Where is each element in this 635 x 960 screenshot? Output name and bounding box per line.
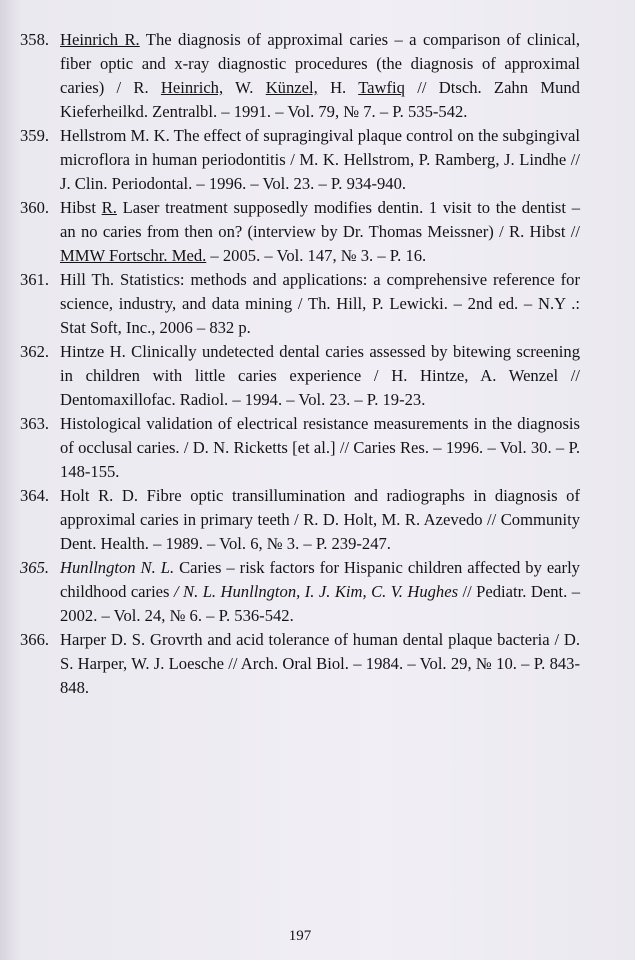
reference-number: 359.	[20, 126, 50, 145]
reference-text	[60, 628, 580, 700]
reference-text-segment: Tawfiq	[358, 78, 405, 97]
reference-text-segment: – 2005. – Vol. 147, № 3. – P. 16.	[206, 246, 427, 265]
reference-entry	[20, 556, 580, 628]
reference-text	[60, 196, 580, 268]
reference-text	[60, 340, 580, 412]
reference-entry	[20, 196, 580, 268]
reference-text-segment: Hunllngton N. L.	[60, 558, 175, 577]
reference-text	[60, 124, 580, 196]
reference-entry	[20, 28, 580, 124]
reference-entry	[20, 412, 580, 484]
reference-text-segment: The diagnosis of approximal caries – a comparison of clinical, fiber optic and x-ray diagnostic procedures (the diagnosis of approximal caries) / R.	[60, 30, 580, 97]
reference-text-segment: Holt R. D. Fibre optic transillumination and radiographs in diagnosis of approximal caries in primary teeth / R. D. Holt, M. R. Azevedo // Community Dent. Health. – 1989. – Vol. 6, № 3. – P. 239-247.	[60, 486, 580, 553]
reference-text-segment: Harper D. S. Grovrth and acid tolerance of human dental plaque bacteria / D. S. Harper, W. J. Loesche // Arch. Oral Biol. – 1984. – Vol. 29, № 10. – P. 843-848.	[60, 630, 580, 697]
reference-text-segment: MMW Fortschr. Med.	[60, 246, 207, 265]
reference-entry	[20, 484, 580, 556]
reference-entry	[20, 124, 580, 196]
reference-text	[60, 484, 580, 556]
reference-text-segment: R.	[101, 198, 117, 217]
reference-text	[60, 28, 580, 124]
reference-text-segment: H.	[317, 78, 359, 97]
page-number: 197	[288, 928, 312, 944]
reference-text-segment: Laser treatment supposedly modifies dentin. 1 visit to the dentist – an no caries from then on? (interview by Dr. Thomas Meissner) / R. Hibst //	[60, 198, 580, 241]
reference-text-segment: // Dtsch. Zahn Mund Kieferheilkd. Zentralbl. – 1991. – Vol. 79, № 7. – P. 535-542.	[60, 78, 580, 121]
reference-text	[60, 412, 580, 484]
reference-number: 366.	[20, 630, 50, 649]
reference-number: 364.	[20, 486, 50, 505]
reference-text-segment: W.	[223, 78, 266, 97]
reference-text-segment: Heinrich,	[160, 78, 224, 97]
reference-text-segment: Histological validation of electrical resistance measurements in the diagnosis of occlusal caries. / D. N. Ricketts [et al.] // Caries Res. – 1996. – Vol. 30. – P. 148-155.	[60, 414, 580, 481]
reference-list	[20, 28, 580, 700]
reference-text-segment: Hellstrom M. K. The effect of supragingival plaque control on the subgingival microflora in human periodontitis / M. K. Hellstrom, P. Ramberg, J. Lindhe // J. Clin. Periodontal. – 1996. – Vol. 23. – P. 934-940.	[60, 126, 580, 193]
reference-number: 360.	[20, 198, 50, 217]
reference-text-segment: Hibst	[60, 198, 102, 217]
reference-text-segment: Caries – risk factors for Hispanic children affected by early childhood caries	[60, 558, 580, 601]
reference-number: 358.	[20, 30, 50, 49]
reference-text-segment: / N. L. Hunllngton, I. J. Kim, C. V. Hughes	[173, 582, 459, 601]
reference-text-segment: Heinrich R.	[60, 30, 140, 49]
reference-text-segment: Hintze H. Clinically undetected dental caries assessed by bitewing screening in children with little caries experience / H. Hintze, A. Wenzel // Dentomaxillofac. Radiol. – 1994. – Vol. 23. – P. 19-23.	[60, 342, 580, 409]
reference-entry	[20, 340, 580, 412]
reference-number: 362.	[20, 342, 50, 361]
reference-text-segment: Künzel,	[265, 78, 318, 97]
reference-text	[60, 268, 580, 340]
reference-text-segment: Hill Th. Statistics: methods and applications: a comprehensive reference for science, industry, and data mining / Th. Hill, P. Lewicki. – 2nd ed. – N.Y .: Stat Soft, Inc., 2006 – 832 p.	[60, 270, 580, 337]
reference-number: 361.	[20, 270, 50, 289]
reference-entry	[20, 268, 580, 340]
reference-text	[60, 556, 580, 628]
reference-number: 363.	[20, 414, 50, 433]
reference-text-segment: // Pediatr. Dent. – 2002. – Vol. 24, № 6. – P. 536-542.	[60, 582, 581, 625]
reference-number: 365.	[20, 558, 50, 577]
reference-entry	[20, 628, 580, 700]
